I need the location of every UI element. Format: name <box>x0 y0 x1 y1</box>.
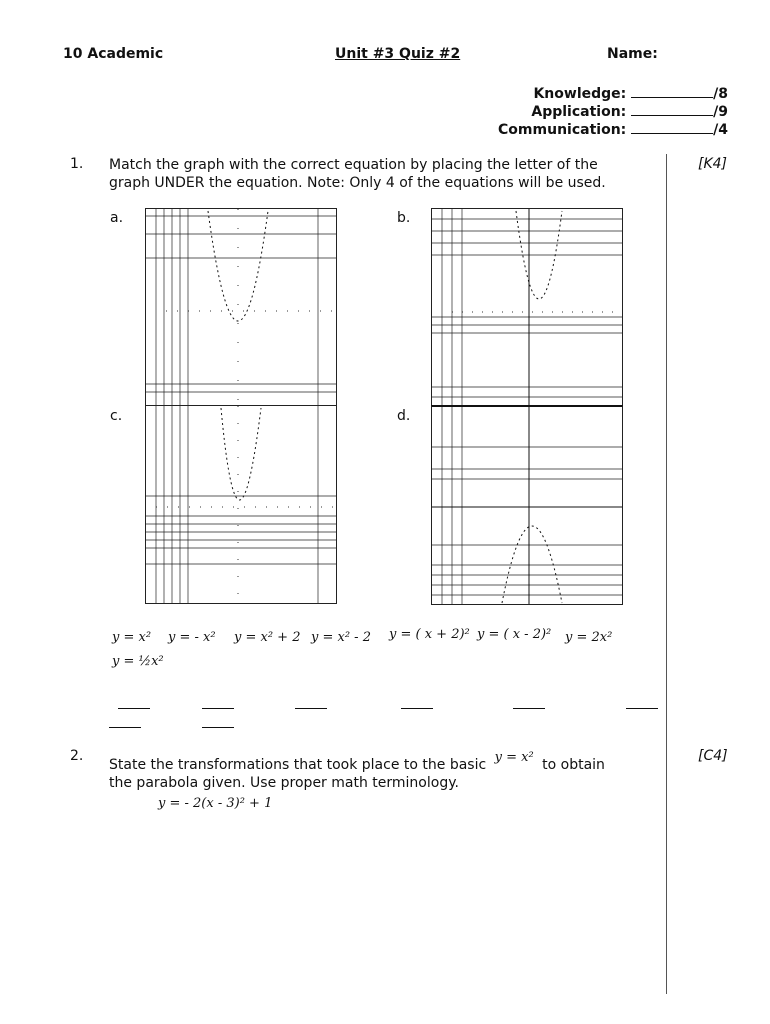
score-max: /4 <box>713 122 728 138</box>
score-label: Application: <box>531 104 627 120</box>
equation-7: y = 2x² <box>565 630 613 645</box>
q1-number: 1. <box>70 156 84 172</box>
grid-lines <box>432 407 622 604</box>
q2-number: 2. <box>70 748 84 764</box>
equation-6: y = ( x - 2)² <box>477 627 552 642</box>
q2-equation: y = - 2(x - 3)² + 1 <box>158 796 273 811</box>
graph-b-plot <box>432 209 622 405</box>
answer-blank[interactable] <box>202 708 234 709</box>
score-communication <box>418 120 728 138</box>
answer-blank[interactable] <box>109 727 141 728</box>
graph-d-plot <box>432 407 622 604</box>
q2-text-line2: the parabola given. Use proper math terminology. <box>109 775 459 791</box>
quiz-title: Unit #3 Quiz #2 <box>335 46 461 62</box>
equation-4: y = x² - 2 <box>311 630 371 645</box>
equation-5: y = ( x + 2)² <box>389 627 470 642</box>
grid-lines <box>432 209 622 405</box>
q1-text <box>109 156 664 192</box>
score-label: Knowledge: <box>533 86 627 102</box>
score-blank[interactable] <box>631 120 713 134</box>
course-title: 10 Academic <box>63 46 164 62</box>
score-application <box>418 102 728 120</box>
graph-a-plot <box>146 209 336 405</box>
equation-1: y = x² <box>112 630 152 645</box>
q1-text-line1: Match the graph with the correct equation by placing the letter of the <box>109 157 598 173</box>
q2-mark: [C4] <box>698 748 728 764</box>
q2-inline-equation: y = x² <box>494 750 534 765</box>
score-knowledge <box>418 84 728 102</box>
name-label: Name: <box>607 46 658 62</box>
q2-text-part1: State the transformations that took place to the basic <box>109 757 487 773</box>
answer-blank[interactable] <box>626 708 658 709</box>
graph-b <box>431 208 623 406</box>
graph-c <box>145 405 337 604</box>
graph-label-b: b. <box>397 210 411 226</box>
score-max: /8 <box>713 86 728 102</box>
score-max: /9 <box>713 104 728 120</box>
graph-c-plot <box>146 406 336 603</box>
score-blank[interactable] <box>631 102 713 116</box>
score-blank[interactable] <box>631 84 713 98</box>
equation-3: y = x² + 2 <box>234 630 301 645</box>
graph-label-c: c. <box>110 408 123 424</box>
q1-text-line2: graph UNDER the equation. Note: Only 4 of the equations will be used. <box>109 175 606 191</box>
answer-blank[interactable] <box>202 727 234 728</box>
parabola-curve <box>221 408 261 500</box>
graph-label-d: d. <box>397 408 411 424</box>
q1-mark: [K4] <box>698 156 728 172</box>
graph-d <box>431 405 623 605</box>
q2-text-part2: to obtain <box>542 757 605 773</box>
answer-blank[interactable] <box>513 708 545 709</box>
grid-lines <box>146 209 336 405</box>
graph-label-a: a. <box>110 210 124 226</box>
grid-lines <box>146 406 336 603</box>
q2-text-line1 <box>109 750 605 775</box>
score-label: Communication: <box>498 122 627 138</box>
marking-column-divider <box>666 154 667 994</box>
graph-a <box>145 208 337 406</box>
answer-blank[interactable] <box>295 708 327 709</box>
answer-blank[interactable] <box>401 708 433 709</box>
parabola-curve <box>502 526 562 603</box>
answer-blank[interactable] <box>118 708 150 709</box>
equation-2: y = - x² <box>168 630 216 645</box>
equation-8: y = ½x² <box>112 654 164 669</box>
